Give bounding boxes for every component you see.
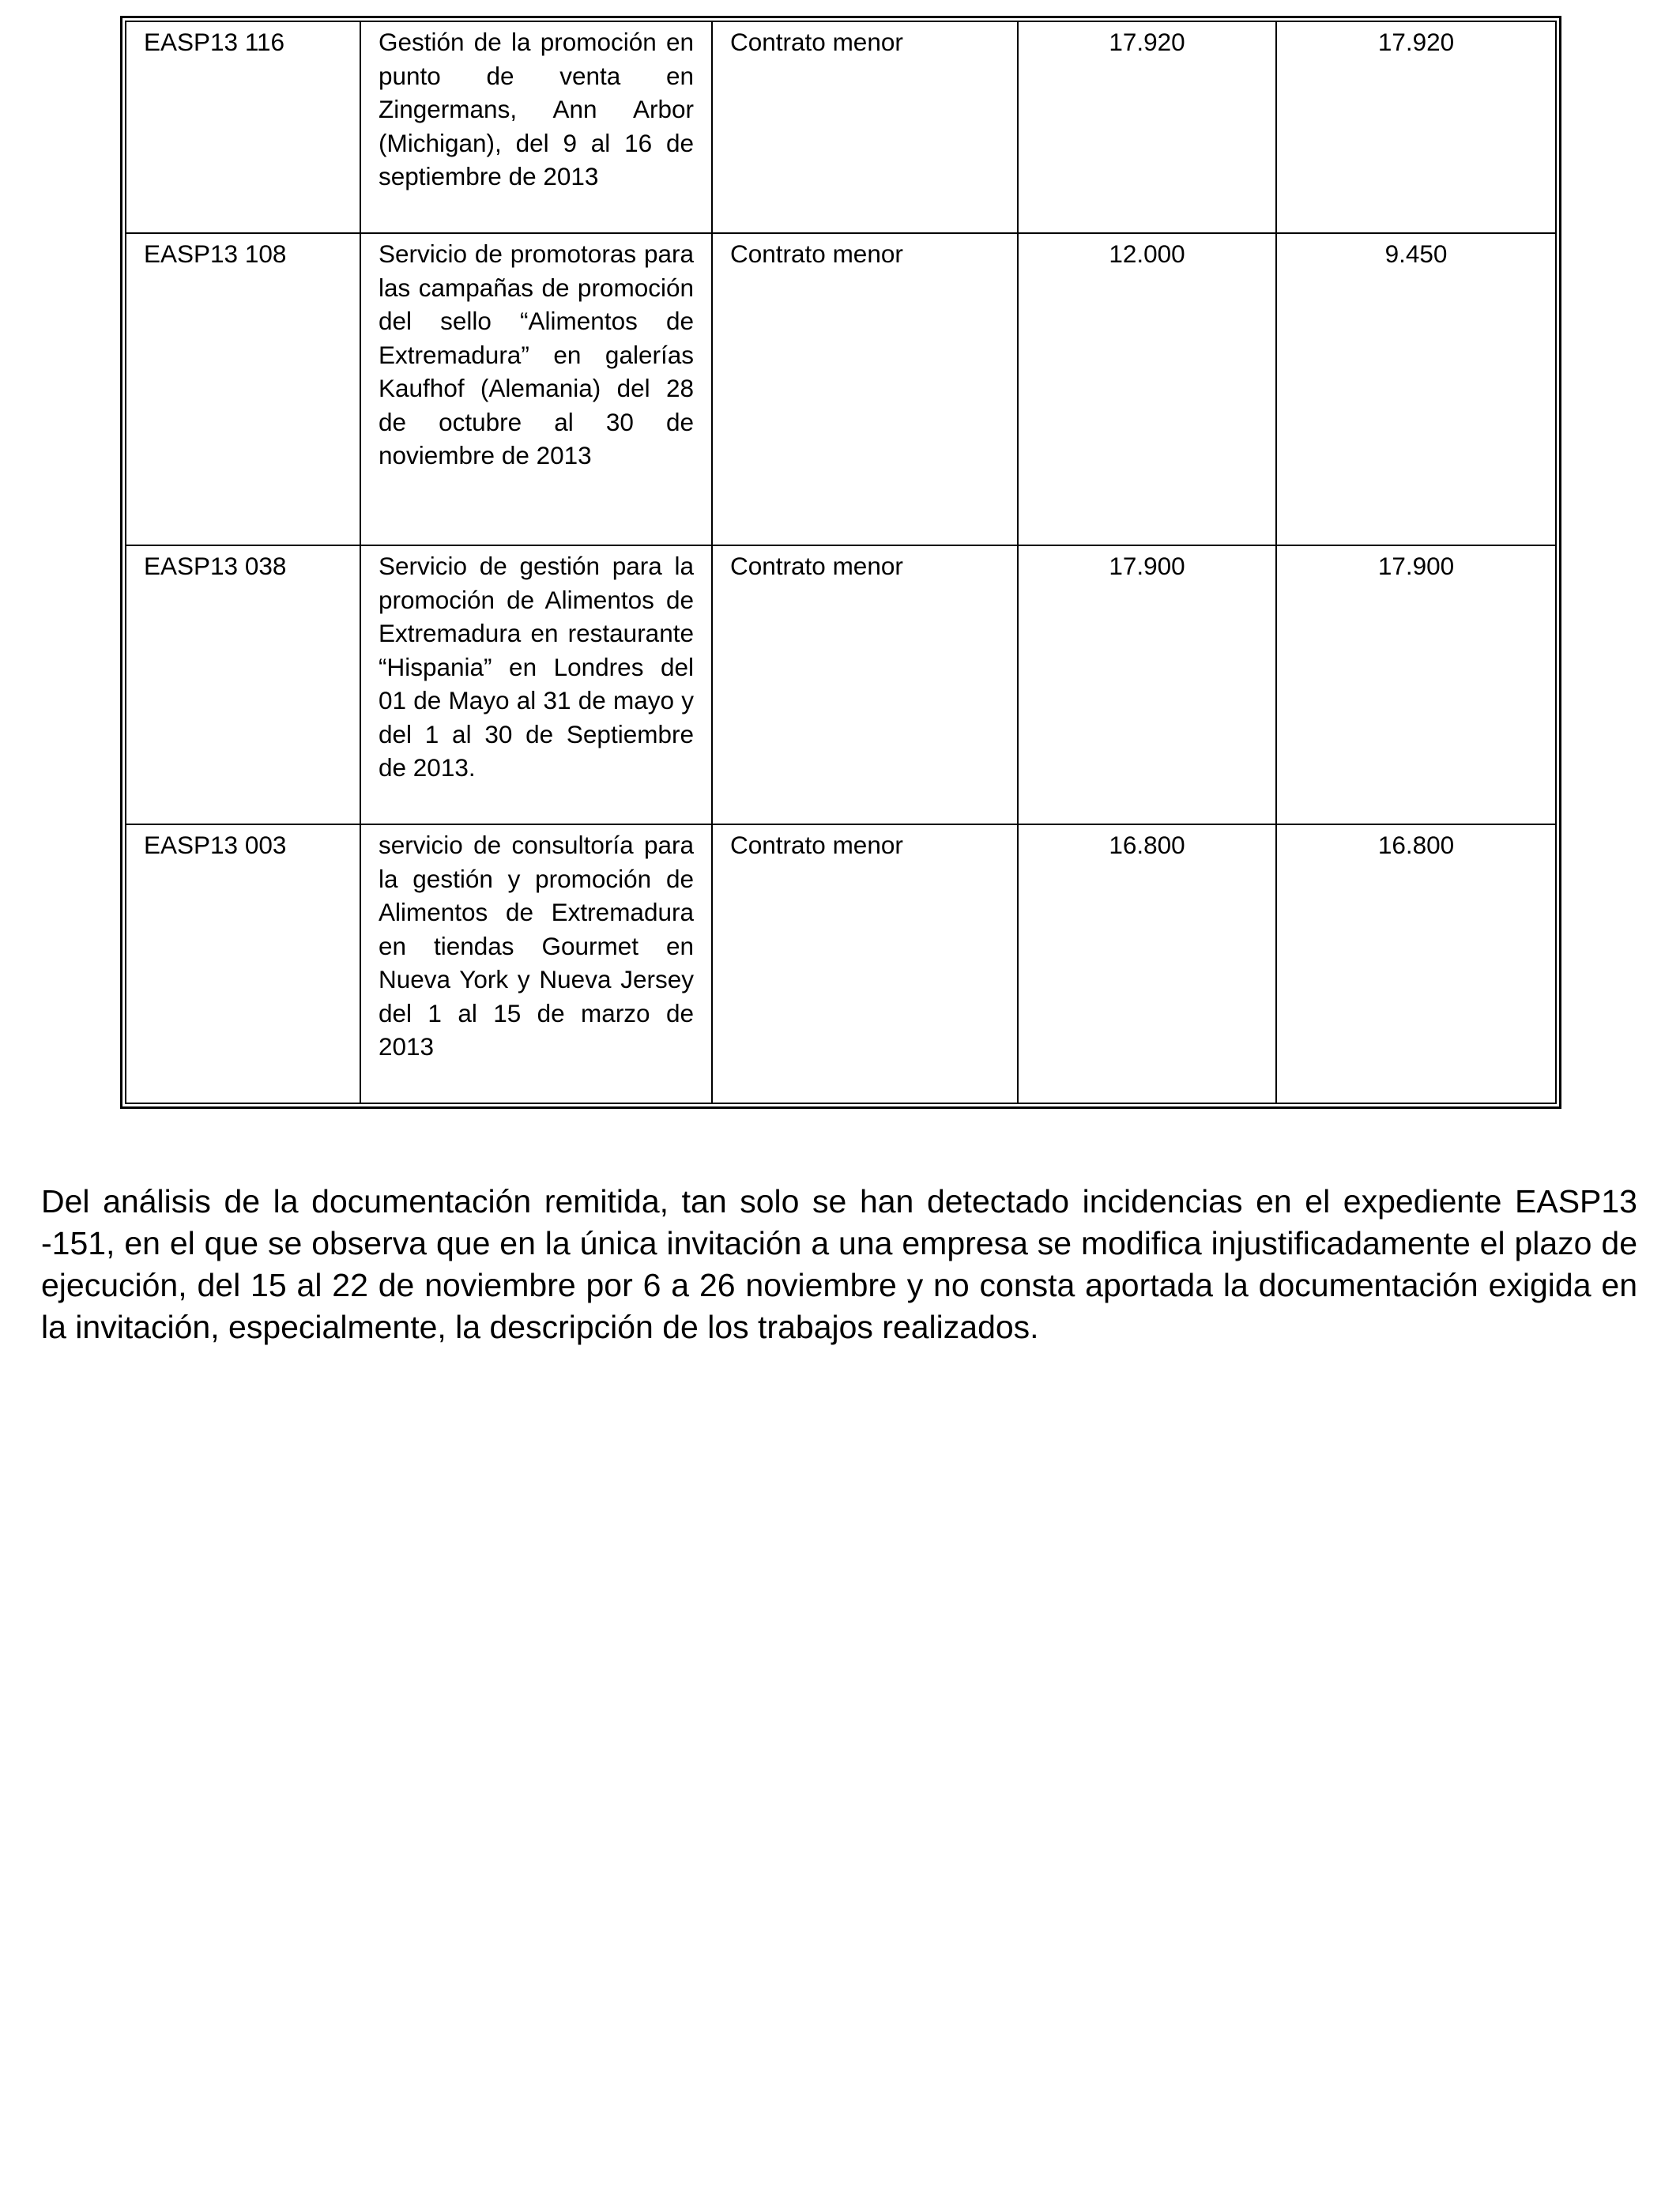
table-row: [126, 545, 1556, 824]
contract-type-cell: Contrato menor: [712, 233, 1018, 545]
contract-amount-cell: 16.800: [1276, 824, 1556, 1103]
contract-description-cell: Servicio de gestión para la promoción de Alimentos de Extremadura en restaurante “Hispania” en Londres del 01 de Mayo al 31 de mayo y del 1 al 30 de Septiembre de 2013.: [360, 545, 712, 824]
contract-description-cell: Gestión de la promoción en punto de venta en Zingermans, Ann Arbor (Michigan), del 9 al 16 de septiembre de 2013: [360, 21, 712, 233]
contract-description-cell: servicio de consultoría para la gestión y promoción de Alimentos de Extremadura en tiendas Gourmet en Nueva York y Nueva Jersey del 1 al 15 de marzo de 2013: [360, 824, 712, 1103]
contract-amount-cell: 16.800: [1018, 824, 1276, 1103]
analysis-paragraph: Del análisis de la documentación remitida, tan solo se han detectado incidencias en el expediente EASP13 -151, en el que se observa que en la única invitación a una empresa se modifica injustificadamente el plazo de ejecución, del 15 al 22 de noviembre por 6 a 26 noviembre y no consta aportada la documentación exigida en la invitación, especialmente, la descripción de los trabajos realizados.: [41, 1183, 1637, 1345]
contract-type-cell: Contrato menor: [712, 545, 1018, 824]
contract-amount-cell: 17.920: [1018, 21, 1276, 233]
contract-code-cell: EASP13 108: [126, 233, 360, 545]
contract-amount-cell: 9.450: [1276, 233, 1556, 545]
contract-amount-cell: 17.900: [1276, 545, 1556, 824]
contract-code-cell: EASP13 038: [126, 545, 360, 824]
contract-description-cell: Servicio de promotoras para las campañas de promoción del sello “Alimentos de Extremadura” en galerías Kaufhof (Alemania) del 28 de octubre al 30 de noviembre de 2013: [360, 233, 712, 545]
contract-code-cell: EASP13 003: [126, 824, 360, 1103]
contracts-table-frame: [120, 16, 1561, 1109]
contract-amount-cell: 17.900: [1018, 545, 1276, 824]
table-row: [126, 824, 1556, 1103]
contract-amount-cell: 12.000: [1018, 233, 1276, 545]
table-row: [126, 21, 1556, 233]
contract-type-cell: Contrato menor: [712, 824, 1018, 1103]
table-row: [126, 233, 1556, 545]
contracts-table: [125, 21, 1557, 1104]
contract-amount-cell: 17.920: [1276, 21, 1556, 233]
contract-code-cell: EASP13 116: [126, 21, 360, 233]
contract-type-cell: Contrato menor: [712, 21, 1018, 233]
